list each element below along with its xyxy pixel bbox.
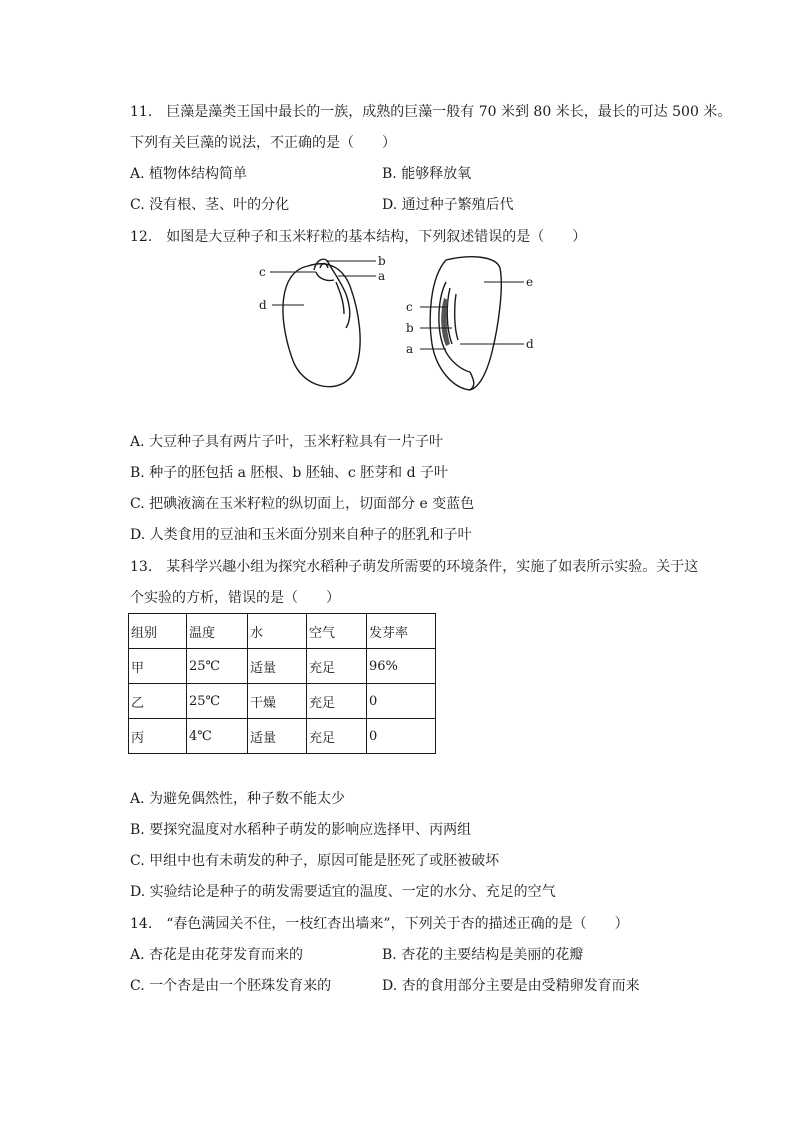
q11-option-b[interactable]: B. 能够释放氧 [382,166,472,182]
table-cell: 0 [367,719,436,754]
q11-option-d[interactable]: D. 通过种子繁殖后代 [382,197,514,213]
q11-stem-line2: 下列有关巨藻的说法，不正确的是（ ） [130,135,396,151]
table-cell: 25℃ [187,649,248,684]
q14-option-a[interactable]: A. 杏花是由花芽发育而来的 [130,947,304,963]
q11-stem-line1: 11. 巨藻是藻类王国中最长的一族，成熟的巨藻一般有 70 米到 80 米长，最长的可达 500 米。 [130,104,732,120]
experiment-table [128,613,436,754]
table-header-cell: 组别 [129,614,187,649]
corn-kernel-figure [400,248,545,402]
soy-label-d: d [259,298,267,312]
table-row [129,649,436,684]
q12-option-a[interactable]: A. 大豆种子具有两片子叶，玉米籽粒具有一片子叶 [130,434,444,450]
q13-stem-line2: 个实验的方析，错误的是（ ） [130,590,340,606]
table-cell: 96% [367,649,436,684]
soy-label-b: b [378,254,386,268]
q14-stem: 14. “春色满园关不住，一枝红杏出墙来”，下列关于杏的描述正确的是（ ） [130,916,629,932]
corn-label-d: d [526,337,534,351]
q12-stem: 12. 如图是大豆种子和玉米籽粒的基本结构，下列叙述错误的是（ ） [130,229,587,245]
q14-option-c[interactable]: C. 一个杏是由一个胚珠发育来的 [130,978,332,994]
corn-label-e: e [526,275,534,289]
soy-label-c: c [259,265,266,279]
table-header-cell: 水 [248,614,307,649]
corn-label-a: a [406,342,414,356]
table-header-cell: 空气 [307,614,367,649]
q14-option-d[interactable]: D. 杏的食用部分主要是由受精卵发育而来 [382,978,640,994]
table-cell: 充足 [307,719,367,754]
table-cell: 乙 [129,684,187,719]
soy-label-a: a [378,269,386,283]
q12-option-d[interactable]: D. 人类食用的豆油和玉米面分别来自种子的胚乳和子叶 [130,527,472,543]
table-cell: 充足 [307,649,367,684]
table-header-cell: 温度 [187,614,248,649]
corn-label-b: b [406,321,414,335]
table-cell: 甲 [129,649,187,684]
q13-option-d[interactable]: D. 实验结论是种子的萌发需要适宜的温度、一定的水分、充足的空气 [130,884,556,900]
table-cell: 干燥 [248,684,307,719]
table-cell: 4℃ [187,719,248,754]
table-cell: 0 [367,684,436,719]
q13-stem-line1: 13. 某科学兴趣小组为探究水稻种子萌发所需要的环境条件，实施了如表所示实验。关于这 [130,559,699,575]
q13-option-b[interactable]: B. 要探究温度对水稻种子萌发的影响应选择甲、丙两组 [130,822,472,838]
q14-option-b[interactable]: B. 杏花的主要结构是美丽的花瓣 [382,947,584,963]
q12-option-c[interactable]: C. 把碘液滴在玉米籽粒的纵切面上，切面部分 e 变蓝色 [130,496,475,512]
table-cell: 25℃ [187,684,248,719]
table-header-row [129,614,436,649]
q12-option-b[interactable]: B. 种子的胚包括 a 胚根、b 胚轴、c 胚芽和 d 子叶 [130,465,448,481]
table-cell: 充足 [307,684,367,719]
corn-label-c: c [406,300,413,314]
soybean-seed-figure [250,248,400,402]
table-row [129,719,436,754]
table-cell: 适量 [248,719,307,754]
q13-option-c[interactable]: C. 甲组中也有未萌发的种子，原因可能是胚死了或胚被破坏 [130,853,500,869]
q11-option-a[interactable]: A. 植物体结构简单 [130,166,248,182]
table-cell: 丙 [129,719,187,754]
table-header-cell: 发芽率 [367,614,436,649]
q13-option-a[interactable]: A. 为避免偶然性，种子数不能太少 [130,791,346,807]
table-row [129,684,436,719]
table-cell: 适量 [248,649,307,684]
q11-option-c[interactable]: C. 没有根、茎、叶的分化 [130,197,290,213]
